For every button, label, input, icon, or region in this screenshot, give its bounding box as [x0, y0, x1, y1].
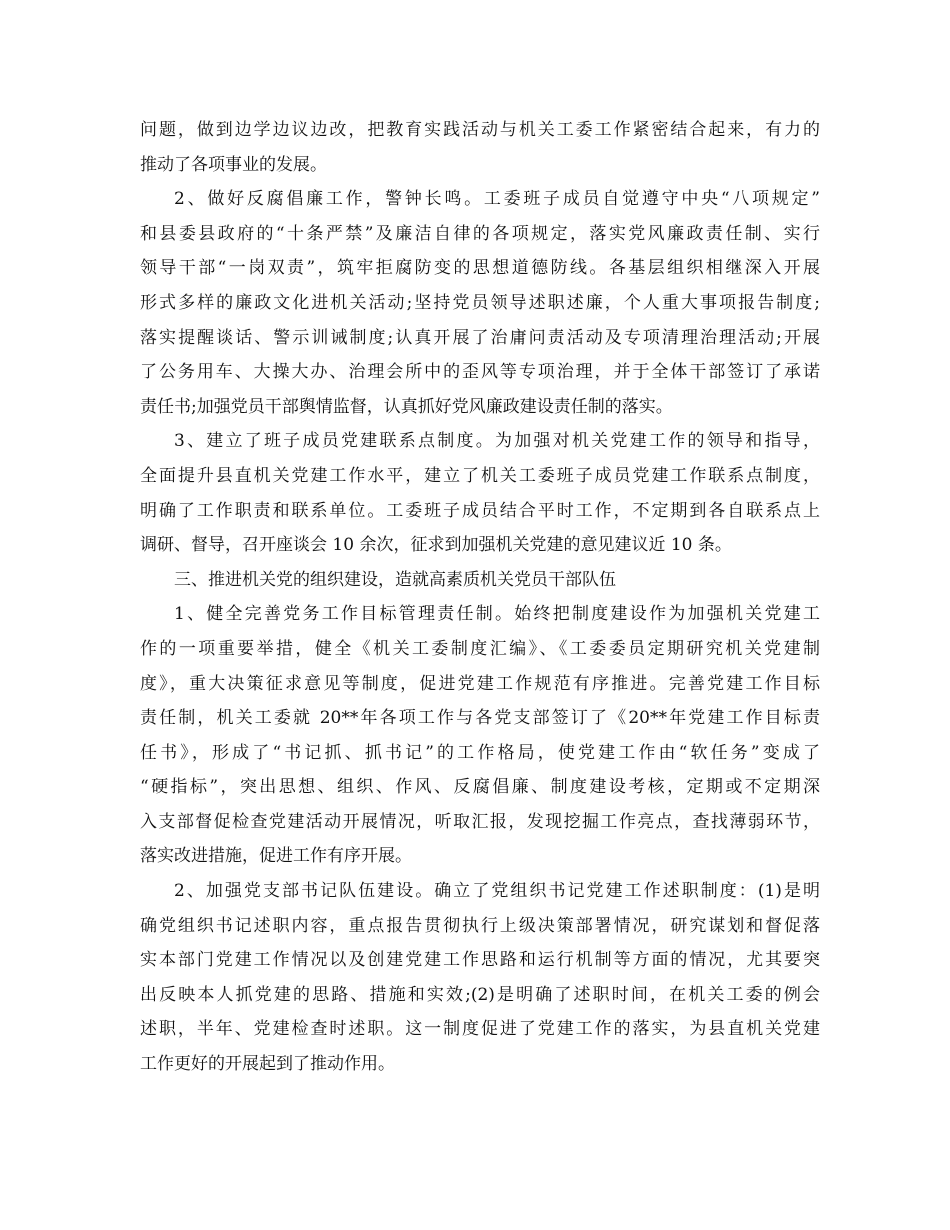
document-body — [140, 113, 820, 1082]
text-line: 2、加强党支部书记队伍建设。确立了党组织书记党建工作述职制度：(1)是明 — [174, 881, 820, 902]
text-line: 调研、督导，召开座谈会 10 余次，征求到加强机关党建的意见建议近 10 条。 — [140, 535, 732, 556]
text-line: “硬指标”，突出思想、组织、作风、反腐倡廉、制度建设考核，定期或不定期深 — [140, 777, 820, 798]
text-line: 1、健全完善党务工作目标管理责任制。始终把制度建设作为加强机关党建工 — [174, 604, 820, 625]
text-line: 三、推进机关党的组织建设，造就高素质机关党员干部队伍 — [174, 569, 616, 590]
text-line: 工作更好的开展起到了推动作用。 — [140, 1054, 395, 1075]
text-line: 和县委县政府的“十条严禁”及廉洁自律的各项规定，落实党风廉政责任制、实行 — [140, 223, 820, 244]
text-line: 落实改进措施，促进工作有序开展。 — [140, 846, 412, 867]
text-line: 入支部督促检查党建活动开展情况，听取汇报，发现挖掘工作亮点，查找薄弱环节， — [140, 811, 820, 832]
text-line: 确党组织书记述职内容，重点报告贯彻执行上级决策部署情况，研究谋划和督促落 — [140, 915, 820, 936]
text-line: 实本部门党建工作情况以及创建党建工作思路和运行机制等方面的情况，尤其要突 — [140, 950, 820, 971]
text-line: 全面提升县直机关党建工作水平，建立了机关工委班子成员党建工作联系点制度， — [140, 465, 820, 486]
text-line: 了公务用车、大操大办、治理会所中的歪风等专项治理，并于全体干部签订了承诺 — [140, 362, 820, 383]
text-line: 任书》，形成了“书记抓、抓书记”的工作格局，使党建工作由“软任务”变成了 — [140, 742, 820, 763]
text-line: 度》，重大决策征求意见等制度，促进党建工作规范有序推进。完善党建工作目标 — [140, 673, 820, 694]
text-line: 3、建立了班子成员党建联系点制度。为加强对机关党建工作的领导和指导， — [174, 431, 820, 452]
text-line: 领导干部“一岗双责”，筑牢拒腐防变的思想道德防线。各基层组织相继深入开展 — [140, 258, 820, 279]
text-line: 落实提醒谈话、警示训诫制度;认真开展了治庸问责活动及专项清理治理活动;开展 — [140, 327, 820, 348]
text-line: 述职，半年、党建检查时述职。这一制度促进了党建工作的落实，为县直机关党建 — [140, 1019, 820, 1040]
text-line: 形式多样的廉政文化进机关活动;坚持党员领导述职述廉，个人重大事项报告制度; — [140, 292, 820, 313]
text-line: 出反映本人抓党建的思路、措施和实效;(2)是明确了述职时间，在机关工委的例会 — [140, 984, 820, 1005]
text-line: 明确了工作职责和联系单位。工委班子成员结合平时工作，不定期到各自联系点上 — [140, 500, 820, 521]
text-line: 责任书;加强党员干部舆情监督，认真抓好党风廉政建设责任制的落实。 — [140, 396, 673, 417]
text-line: 责任制，机关工委就 20**年各项工作与各党支部签订了《20**年党建工作目标责 — [140, 708, 820, 729]
text-line: 推动了各项事业的发展。 — [140, 154, 327, 175]
text-line: 2、做好反腐倡廉工作，警钟长鸣。工委班子成员自觉遵守中央“八项规定” — [174, 189, 820, 210]
text-line: 作的一项重要举措，健全《机关工委制度汇编》、《工委委员定期研究机关党建制 — [140, 638, 820, 659]
text-line: 问题，做到边学边议边改，把教育实践活动与机关工委工作紧密结合起来，有力的 — [140, 120, 820, 140]
